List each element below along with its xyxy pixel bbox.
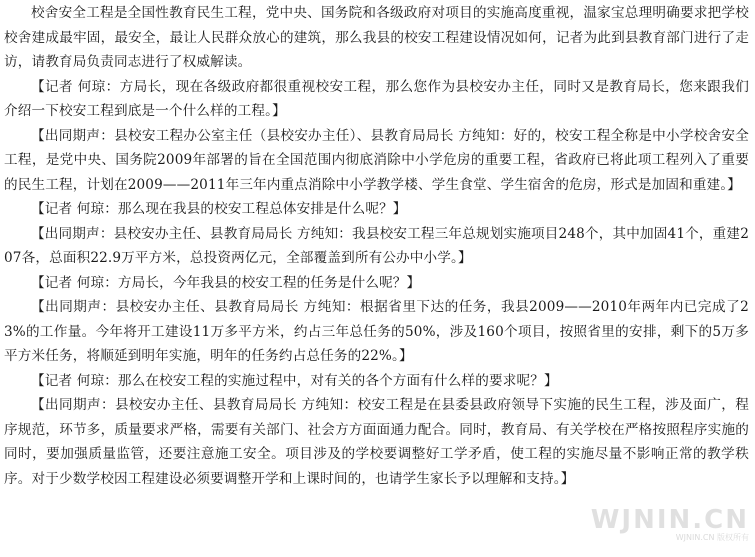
article-body: [4, 1, 749, 491]
watermark-caption: WJNIN.CN 版权所有: [675, 533, 749, 542]
watermark-logo-text: WJNIN.CN: [590, 505, 749, 535]
director-answer-4: 【出同期声：县校安办主任、县教育局局长 方纯知：校安工程是在县委县政府领导下实施的民生工程，涉及面广，程序规范，环节多，质量要求严格，需要有关部门、社会方方面面通力配合。同时，教育局、有关学校在严格按照程序实施的同时，要加强质量监管，还要注意施工安全。项目涉及的学校要调整好工学矛盾，使工程的实施尽量不影响正常的教学秩序。对于少数学校因工程建设必须要调整开学和上课时间的，也请学生家长予以理解和支持。】: [4, 397, 749, 487]
director-answer-1: 【出同期声：县校安工程办公室主任（县校安办主任）、县教育局局长 方纯知：好的，校安工程全称是中小学校舍安全工程，是党中央、国务院2009年部署的旨在全国范围内彻底消除中小学危房的重要工程，省政府已将此项工程列入了重要的民生工程，计划在2009——2011年三年内重点消除中小学教学楼、学生食堂、学生宿舍的危房，形式是加固和重建。】: [4, 127, 749, 193]
reporter-question-4: 【记者 何琼：那么在校安工程的实施过程中，对有关的各个方面有什么样的要求呢？】: [31, 372, 558, 389]
reporter-question-3: 【记者 何琼：方局长，今年我县的校安工程的任务是什么呢？】: [31, 274, 421, 291]
reporter-question-2: 【记者 何琼：那么现在我县的校安工程总体安排是什么呢？】: [31, 201, 407, 217]
reporter-question-1: 【记者 何琼：方局长，现在各级政府都很重视校安工程，那么您作为县校安办主任，同时又是教育局长，您来跟我们介绍一下校安工程到底是一个什么样的工程。】: [4, 78, 749, 119]
site-watermark: [591, 507, 749, 543]
intro-paragraph: 校舍安全工程是全国性教育民生工程，党中央、国务院和各级政府对项目的实施高度重视，温家宝总理明确要求把学校校舍建成最牢固，最安全，最让人民群众放心的建筑，那么我县的校安工程建设情况如何，记者为此到县教育部门进行了走访，请教育局负责同志进行了权威解读。: [4, 5, 749, 70]
director-answer-3: 【出同期声：县校安办主任、县教育局局长 方纯知：根据省里下达的任务，我县2009——2010年两年内已完成了23%的工作量。今年将开工建设11万多平方米，约占三年总任务的50%，涉及160个项目，按照省里的安排，剩下的5万多平方米任务，将顺延到明年实施，明年的任务约占总任务的22%。】: [4, 299, 749, 364]
director-answer-2: 【出同期声：县校安办主任、县教育局局长 方纯知：我县校安工程三年总规划实施项目248个，其中加固41个，重建207各，总面积22.9万平方米，总投资两亿元，全部覆盖到所有公办中小学。】: [4, 225, 749, 266]
